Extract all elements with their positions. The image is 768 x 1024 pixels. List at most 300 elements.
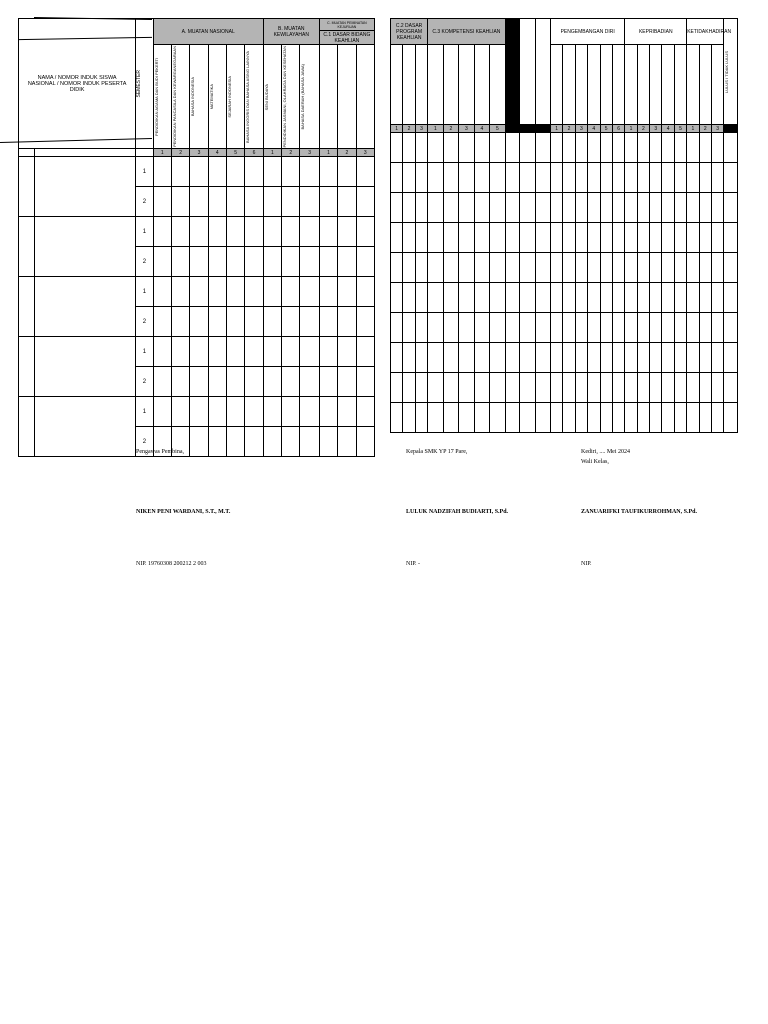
grade-cell xyxy=(505,403,519,433)
grade-cell xyxy=(687,163,699,193)
grade-cell xyxy=(674,313,686,343)
grade-cell xyxy=(245,217,263,247)
column-number-label: 4 xyxy=(666,125,670,132)
grade-cell xyxy=(650,253,662,283)
grade-cell xyxy=(662,193,674,223)
grade-cell xyxy=(625,253,637,283)
grade-cell xyxy=(171,187,189,217)
group-kepribadian: KEPRIBADIAN xyxy=(625,19,687,45)
column-number xyxy=(600,125,612,133)
grade-cell xyxy=(300,397,319,427)
grade-cell xyxy=(282,247,300,277)
grade-cell xyxy=(263,157,281,187)
grade-cell xyxy=(625,133,637,163)
table-row xyxy=(19,157,375,187)
subject-header xyxy=(588,45,600,125)
grade-cell xyxy=(711,223,723,253)
column-number xyxy=(575,125,587,133)
column-number xyxy=(687,125,699,133)
column-number xyxy=(443,125,458,133)
column-number-label: 6 xyxy=(252,149,256,156)
column-number xyxy=(190,149,208,157)
grade-cell xyxy=(443,313,458,343)
grade-cell xyxy=(637,313,649,343)
grade-cell xyxy=(338,397,356,427)
grade-cell xyxy=(338,277,356,307)
column-number-label: 2 xyxy=(567,125,571,132)
grade-cell xyxy=(391,193,403,223)
column-number-row xyxy=(391,125,738,133)
row-blank xyxy=(19,397,35,457)
grade-cell xyxy=(245,187,263,217)
grade-cell xyxy=(563,133,575,163)
grade-cell xyxy=(428,133,443,163)
grade-cell xyxy=(612,133,624,163)
grade-cell xyxy=(226,217,244,247)
grade-cell xyxy=(588,313,600,343)
grade-cell xyxy=(637,373,649,403)
grade-cell xyxy=(428,253,443,283)
grade-cell xyxy=(650,223,662,253)
grade-cell xyxy=(505,313,519,343)
group-dasar-bidang: C.1 DASAR BIDANG KEAHLIAN xyxy=(319,31,374,45)
semester-number-label: 1 xyxy=(142,408,147,415)
grade-cell xyxy=(490,133,506,163)
grade-cell xyxy=(338,247,356,277)
grade-cell xyxy=(724,253,738,283)
grade-cell xyxy=(190,367,208,397)
grade-cell xyxy=(575,223,587,253)
column-number-label: 6 xyxy=(617,125,620,132)
grade-cell xyxy=(443,193,458,223)
grade-cell xyxy=(171,367,189,397)
semester-number-label: 2 xyxy=(142,378,147,385)
grade-cell xyxy=(300,187,319,217)
table-row xyxy=(391,373,738,403)
row-blank xyxy=(19,157,35,217)
column-number-label: 2 xyxy=(449,125,453,132)
grade-cell xyxy=(535,283,550,313)
lulus-header: LULUS / TIDAK LULUS xyxy=(724,19,738,125)
grade-cell xyxy=(428,223,443,253)
place-date: Kediri, .... Mei 2024 xyxy=(581,449,630,455)
grade-cell xyxy=(490,313,506,343)
subject-header xyxy=(474,45,489,125)
grade-cell xyxy=(699,313,711,343)
grade-cell xyxy=(319,217,337,247)
grade-cell xyxy=(600,163,612,193)
table-row xyxy=(391,163,738,193)
table-row xyxy=(391,253,738,283)
column-number xyxy=(474,125,489,133)
subject-header xyxy=(563,45,575,125)
column-number-label: 5 xyxy=(604,125,608,132)
grade-cell xyxy=(415,403,427,433)
column-number-label: 1 xyxy=(327,149,330,156)
grade-cell xyxy=(625,193,637,223)
grade-cell xyxy=(153,397,171,427)
subject-header xyxy=(650,45,662,125)
grade-cell xyxy=(520,283,535,313)
grade-cell xyxy=(282,157,300,187)
table-row xyxy=(391,223,738,253)
grade-cell xyxy=(415,283,427,313)
grade-cell xyxy=(551,373,563,403)
subject-header xyxy=(338,45,356,149)
subject-header-label: BAHASA DAERAH (BAHASA JAWA) xyxy=(300,63,306,130)
row-blank xyxy=(19,217,35,277)
grade-cell xyxy=(443,373,458,403)
table-row xyxy=(19,337,375,367)
column-number-label: 3 xyxy=(580,125,583,132)
grade-cell xyxy=(356,427,375,457)
grade-cell xyxy=(356,367,375,397)
column-number-label: 2 xyxy=(345,149,349,156)
grade-cell xyxy=(391,313,403,343)
grade-cell xyxy=(637,193,649,223)
grade-cell xyxy=(575,343,587,373)
column-number-label: 5 xyxy=(679,125,682,132)
grade-cell xyxy=(520,193,535,223)
grade-cell xyxy=(443,133,458,163)
grade-cell xyxy=(474,193,489,223)
row-blank xyxy=(19,277,35,337)
grade-cell xyxy=(699,133,711,163)
column-number xyxy=(226,149,244,157)
subject-header xyxy=(551,45,563,125)
grade-cell xyxy=(600,343,612,373)
grade-cell xyxy=(551,403,563,433)
column-number xyxy=(459,125,474,133)
column-number xyxy=(699,125,711,133)
grade-cell xyxy=(459,133,474,163)
grade-cell xyxy=(474,403,489,433)
grade-cell xyxy=(650,133,662,163)
grade-cell xyxy=(699,223,711,253)
grade-cell xyxy=(226,247,244,277)
grade-cell xyxy=(171,277,189,307)
column-number xyxy=(300,149,319,157)
subject-header xyxy=(428,45,443,125)
column-number-label: 5 xyxy=(495,125,499,132)
grade-cell xyxy=(551,313,563,343)
grade-cell xyxy=(356,307,375,337)
grade-cell xyxy=(300,217,319,247)
semester-number-label: 2 xyxy=(142,318,147,325)
grade-cell xyxy=(588,133,600,163)
grade-cell xyxy=(428,343,443,373)
grade-cell xyxy=(415,133,427,163)
subject-header xyxy=(403,45,415,125)
grade-cell xyxy=(245,277,263,307)
grade-cell xyxy=(208,307,226,337)
name-header: NAMA / NOMOR INDUK SISWA NASIONAL / NOMOR INDUK PESERTA DIDIK xyxy=(19,19,136,149)
grade-cell xyxy=(711,283,723,313)
grade-cell xyxy=(226,187,244,217)
grade-cell xyxy=(505,193,519,223)
dark-separator xyxy=(505,19,519,125)
grade-cell xyxy=(520,163,535,193)
grade-cell xyxy=(459,403,474,433)
grade-cell xyxy=(724,373,738,403)
grade-cell xyxy=(403,283,415,313)
subject-header-label: SEJARAH INDONESIA xyxy=(226,75,232,118)
grade-cell xyxy=(171,337,189,367)
column-number xyxy=(588,125,600,133)
grade-cell xyxy=(403,193,415,223)
grade-cell xyxy=(625,313,637,343)
grade-cell xyxy=(415,343,427,373)
group-pengembangan-diri: PENGEMBANGAN DIRI xyxy=(551,19,625,45)
subject-header xyxy=(699,45,711,125)
student-name-cell xyxy=(35,397,136,457)
grade-cell xyxy=(338,337,356,367)
grade-cell xyxy=(563,373,575,403)
grade-cell xyxy=(535,193,550,223)
grade-cell xyxy=(575,313,587,343)
column-number xyxy=(338,149,356,157)
grade-cell xyxy=(190,157,208,187)
grade-cell xyxy=(490,193,506,223)
number-filler xyxy=(535,125,550,133)
column-number xyxy=(208,149,226,157)
grade-cell xyxy=(520,133,535,163)
column-number-label: 2 xyxy=(641,125,645,132)
subject-header xyxy=(190,45,208,149)
grade-cell xyxy=(282,337,300,367)
grade-cell xyxy=(474,133,489,163)
grade-cell xyxy=(208,247,226,277)
grade-cell xyxy=(190,187,208,217)
grade-cell xyxy=(600,313,612,343)
grade-cell xyxy=(153,217,171,247)
subject-header-label: MATEMATIKA xyxy=(208,84,214,110)
grade-cell xyxy=(625,163,637,193)
grade-cell xyxy=(356,337,375,367)
grade-cell xyxy=(699,163,711,193)
grade-cell xyxy=(443,403,458,433)
grade-cell xyxy=(687,403,699,433)
group-muatan-kewilayahan: B. MUATAN KEWILAYAHAN xyxy=(263,19,319,45)
grade-cell xyxy=(245,367,263,397)
subject-header xyxy=(637,45,649,125)
grade-cell xyxy=(443,163,458,193)
grade-cell xyxy=(208,427,226,457)
grade-cell xyxy=(563,313,575,343)
grade-cell xyxy=(319,307,337,337)
grade-cell xyxy=(520,223,535,253)
grade-cell xyxy=(625,223,637,253)
grade-cell xyxy=(505,163,519,193)
column-number-label: 3 xyxy=(197,149,201,156)
column-number-label: 1 xyxy=(555,125,559,132)
table-row xyxy=(391,343,738,373)
column-number-label: 1 xyxy=(160,149,164,156)
grade-cell xyxy=(588,373,600,403)
grade-cell xyxy=(588,163,600,193)
grade-cell xyxy=(391,343,403,373)
subject-header xyxy=(282,45,300,149)
grade-cell xyxy=(300,367,319,397)
grade-cell xyxy=(612,193,624,223)
number-filler xyxy=(505,125,519,133)
grade-cell xyxy=(650,373,662,403)
column-number-label: 3 xyxy=(363,149,367,156)
table-row xyxy=(19,217,375,247)
grade-cell xyxy=(415,163,427,193)
column-number xyxy=(625,125,637,133)
grade-cell xyxy=(535,223,550,253)
grade-cell xyxy=(190,247,208,277)
subject-header-label: PENDIDIKAN AGAMA DAN BUDI PEKERTI xyxy=(153,57,159,136)
grade-cell xyxy=(612,313,624,343)
grade-cell xyxy=(650,193,662,223)
grade-cell xyxy=(319,187,337,217)
grade-cell xyxy=(300,427,319,457)
grade-cell xyxy=(391,223,403,253)
grade-cell xyxy=(391,253,403,283)
grade-cell xyxy=(724,193,738,223)
grade-cell xyxy=(724,283,738,313)
grade-cell xyxy=(263,397,281,427)
grade-cell xyxy=(650,403,662,433)
grade-cell xyxy=(490,403,506,433)
column-number-label: 1 xyxy=(271,149,274,156)
subject-header-label: BAHASA INDONESIA xyxy=(190,77,196,117)
grade-cell xyxy=(711,193,723,223)
grade-cell xyxy=(600,133,612,163)
grade-cell xyxy=(535,343,550,373)
grade-cell xyxy=(600,373,612,403)
grade-cell xyxy=(505,373,519,403)
grade-cell xyxy=(674,343,686,373)
subject-header xyxy=(443,45,458,125)
column-number xyxy=(563,125,575,133)
grade-cell xyxy=(428,193,443,223)
grade-cell xyxy=(443,253,458,283)
grade-cell xyxy=(662,133,674,163)
subject-header xyxy=(319,45,337,149)
subject-header xyxy=(153,45,171,149)
grade-cell xyxy=(551,133,563,163)
grade-cell xyxy=(319,277,337,307)
subject-header-label: PENDIDIKAN JASMANI, OLAHRAGA DAN KESEHATAN xyxy=(282,46,288,148)
grade-cell xyxy=(551,253,563,283)
grade-cell xyxy=(443,343,458,373)
grade-cell xyxy=(263,187,281,217)
grade-cell xyxy=(674,403,686,433)
grade-cell xyxy=(226,307,244,337)
grade-cell xyxy=(319,427,337,457)
grade-cell xyxy=(588,283,600,313)
table-row xyxy=(391,403,738,433)
grade-cell xyxy=(282,427,300,457)
grade-cell xyxy=(687,343,699,373)
column-number xyxy=(403,125,415,133)
subject-header-label: BAHASA INGGRIS DAN BAHASA ASING LAINNYA xyxy=(245,50,251,143)
grade-cell xyxy=(153,157,171,187)
subject-header xyxy=(391,45,403,125)
grade-cell xyxy=(474,343,489,373)
grade-cell xyxy=(153,247,171,277)
grade-cell xyxy=(674,193,686,223)
semester-number-label: 1 xyxy=(142,348,147,355)
grade-cell xyxy=(637,223,649,253)
grade-cell xyxy=(474,283,489,313)
grade-cell xyxy=(637,163,649,193)
column-number-label: 3 xyxy=(464,125,468,132)
grade-cell xyxy=(662,253,674,283)
grade-cell xyxy=(724,343,738,373)
column-number-row xyxy=(19,149,375,157)
grade-cell xyxy=(403,373,415,403)
grade-cell xyxy=(153,307,171,337)
grade-cell xyxy=(662,403,674,433)
table-row xyxy=(19,397,375,427)
table-row xyxy=(19,277,375,307)
grade-cell xyxy=(563,163,575,193)
grade-cell xyxy=(711,163,723,193)
column-number xyxy=(245,149,263,157)
grade-cell xyxy=(459,253,474,283)
column-number xyxy=(612,125,624,133)
wali-nip: NIP. xyxy=(581,561,592,567)
subject-header xyxy=(674,45,686,125)
subject-header xyxy=(245,45,263,149)
grade-cell xyxy=(535,403,550,433)
pembina-title: Pengawas Pembina, xyxy=(136,449,184,455)
grade-cell xyxy=(356,277,375,307)
grade-cell xyxy=(300,247,319,277)
grade-cell xyxy=(612,373,624,403)
student-rows xyxy=(391,133,738,433)
grade-cell xyxy=(551,193,563,223)
column-number xyxy=(711,125,723,133)
grade-cell xyxy=(282,217,300,247)
group-dasar-program: C.2 DASAR PROGRAM KEAHLIAN xyxy=(391,19,428,45)
subject-header-label: PENDIDIKAN PANCASILA DAN KEWARGANEGARAAN xyxy=(171,46,177,148)
group-ketidakhadiran: KETIDAKHADIRAN xyxy=(687,19,724,45)
grade-cell xyxy=(650,163,662,193)
grade-cell xyxy=(724,403,738,433)
grade-cell xyxy=(674,253,686,283)
grade-cell xyxy=(674,373,686,403)
column-number xyxy=(662,125,674,133)
column-number xyxy=(391,125,403,133)
grade-cell xyxy=(226,277,244,307)
column-number-label: 1 xyxy=(629,125,633,132)
grade-cell xyxy=(490,223,506,253)
grade-cell xyxy=(245,427,263,457)
grade-cell xyxy=(687,283,699,313)
skp-header xyxy=(535,19,550,125)
semester-number xyxy=(136,187,153,217)
grade-cell xyxy=(575,283,587,313)
pkk-header xyxy=(520,19,535,125)
grade-cell xyxy=(474,223,489,253)
table-row xyxy=(391,193,738,223)
grade-cell xyxy=(459,163,474,193)
grade-cell xyxy=(662,223,674,253)
grade-cell xyxy=(338,427,356,457)
grade-cell xyxy=(263,367,281,397)
grade-cell xyxy=(588,253,600,283)
grade-cell xyxy=(474,313,489,343)
grade-cell xyxy=(535,313,550,343)
grade-cell xyxy=(637,403,649,433)
column-number-label: 1 xyxy=(691,125,695,132)
grade-cell xyxy=(650,283,662,313)
